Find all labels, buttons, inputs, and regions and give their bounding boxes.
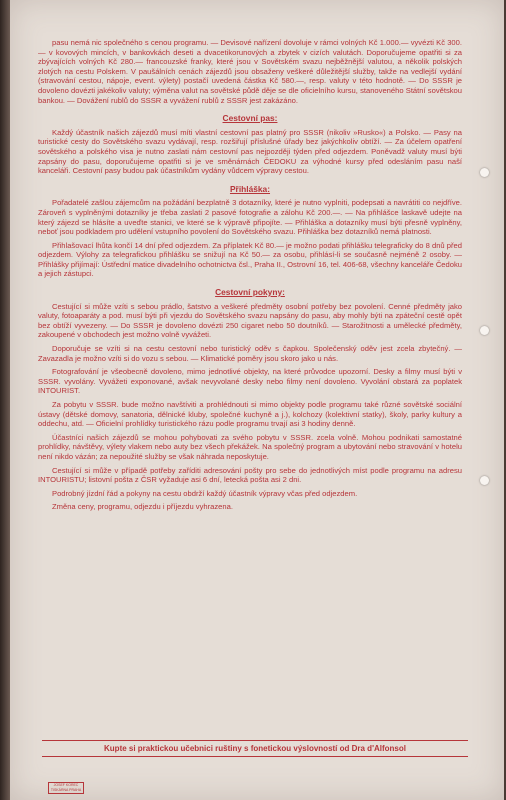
document-body xyxy=(38,38,462,516)
footer-advert: Kupte si praktickou učebnici ruštiny s fonetickou výslovností od Dra d'Alfonsol xyxy=(42,740,468,757)
punch-hole xyxy=(480,168,489,177)
paragraph: Cestující si může v případě potřeby zaříditi adresování pošty pro sebe do jednotlivých míst podle programu na adresu INTOURISTU; listovní pošta z ČSR vyžaduje asi 6 dní, letecká pošta asi 2 dni. xyxy=(38,465,462,485)
section-heading: Cestovní pokyny: xyxy=(215,287,285,298)
paragraph: Za pobytu v SSSR. bude možno navštíviti a prohlédnouti si mimo objekty podle programu také různé sovětské sociální ústavy (dětské domovy, sanatoria, dělnické kluby, společné kuchyně a j.), kolchozy (kolektivní statky), školy, parky kultury a oddechu, atd. — Oficielní prohlídky turistického rázu podle programu trvají asi 3 hodiny denně. xyxy=(38,400,462,429)
printer-stamp: JOSEF KOREC TISKÁRNA PRAHA xyxy=(48,782,84,794)
paragraph: Účastníci našich zájezdů se mohou pohybovati za svého pobytu v SSSR. zcela volně. Mohou podnikati samostatné prohlídky, návštěvy, výlety vlakem nebo auty bez všech překážek. Na společný program a ubytování nebo stravování v hotelu není nikdo vázán; za nepoužité služby se však náhrada neposkytuje. xyxy=(38,432,462,461)
paragraph: Fotografování je všeobecně dovoleno, mimo jednotlivé objekty, na které průvodce upozorní. Desky a filmy musí býti v SSSR. vyvolány. Vyvážeti exponované, avšak nevyvolané desky nebo filmy není dovoleno. Vyvolání obstará za poplatek INTOURIST. xyxy=(38,367,462,396)
paragraph: Doporučuje se vzíti si na cestu cestovní nebo turistický oděv s čapkou. Společenský oděv jest zcela zbytečný. — Zavazadla je možno vzíti si do vozu s sebou. — Klimatické poměry jsou skoro jako u nás. xyxy=(38,344,462,363)
punch-hole xyxy=(480,476,489,485)
paragraph: Přihlašovací lhůta končí 14 dní před odjezdem. Za příplatek Kč 80.— je možno podati přihlášku telegraficky do 8 dnů před odjezdem. Výlohy za telegrafickou přihlášku se snižují na Kč 50.— za osobu, přihlásí-li se současně nejméně 2 osoby. — Přihlášky přijímají: Ústřední matice divadelního ochotnictva čsl., Praha II., Ostrovní 16, tel. 406-68, všechny kanceláře Čedoku a jejich zástupci. xyxy=(38,240,462,279)
paragraph: Změna ceny, programu, odjezdu i příjezdu vyhrazena. xyxy=(52,502,233,512)
paragraph: Pořadatelé zašlou zájemcům na požádání bezplatně 3 dotazníky, které je nutno vyplniti, podepsati a navrátiti co nejdříve. Zároveň s vyplněnými dotazníky je třeba zaslati 2 pasové fotografie a zálohu Kč 200.—. — Na přihlášce laskavě udejte na který zájezd se hlásíte a uveďte stanici, ve které se k výpravě připojíte. — Přihláška a dotazníky musí býti přesně vyplněny, neboť jsou podkladem pro udělení vstupního povolení do Sovětského svazu. Přihláška bez dotazníků nemá platnosti. xyxy=(38,198,462,237)
book-spine-shadow xyxy=(0,0,10,800)
paragraph: pasu nemá nic společného s cenou programu. — Devisové nařízení dovoluje v rámci volných Kč 1.000.— vyvézti Kč 300.— v kovových mincích, v bankovkách deseti a dvacetikorunových a zbytek v cizích valutách. Doporučujeme opatřiti si za zbývajících volných Kč 280.— francouzské franky, které jsou v Sovětském svazu nejběžnější valutou, a několik polských zlotých na cestu Polskem. V paušálních cenách zájezdů jsou obsaženy veškeré důležitější služby, takže na vedlejší vydání (stravování cestou, nápoje, event. výlety) postačí uvedená částka Kč 580.—, resp. valuty v této hodnotě. — Do SSSR je dovoleno dovézti jakékoliv valuty; výměna valut na sovětské půdě děje se dle oficielního kursu, stanoveného Státní sovětskou bankou. — Dovážení rublů do SSSR a vyvážení rublů z SSSR jest zakázáno. xyxy=(38,38,462,105)
section-heading: Přihláška: xyxy=(229,183,271,194)
paragraph: Každý účastník našich zájezdů musí míti vlastní cestovní pas platný pro SSSR (nikoliv »Rusko«) a Polsko. — Pasy na turistické cesty do Sovětského svazu vydávají, resp. rozšiřují příslušné úřady bez jakýchkoliv obtíží. — Za účelem opatření sovětského a polského visa je nutno zaslati nám cestovní pas nejpozději týden před odjezdem. Poněvadž valuty musí býti zapsány do pasu, doporučujeme opatřiti si je ve směnárnách ČEDOKU za výhodné kursy před odesláním pasu naší kanceláři. Cestovní pasy budou pak účastníkům vydány vůdcem výpravy cestou. xyxy=(38,127,462,176)
document-page xyxy=(10,0,504,800)
section-heading: Cestovní pas: xyxy=(222,113,278,124)
punch-hole xyxy=(480,326,489,335)
paragraph: Cestující si může vzíti s sebou prádlo, šatstvo a veškeré předměty osobní potřeby bez povolení. Cenné předměty jako valuty, fotoaparáty a pod. musí býti při vjezdu do Sovětského svazu napsány do pasu, aby mohly býti na zpáteční cestě opět bez obtíží vyvezeny. — Do SSSR je dovoleno dovézti 250 cigaret nebo 50 doutníků. — Starožitnosti a umělecké předměty, zakoupené v obchodech jest možno volně vyvážeti. xyxy=(38,301,462,340)
paragraph: Podrobný jízdní řád a pokyny na cestu obdrží každý účastník výpravy včas před odjezdem. xyxy=(52,488,358,498)
